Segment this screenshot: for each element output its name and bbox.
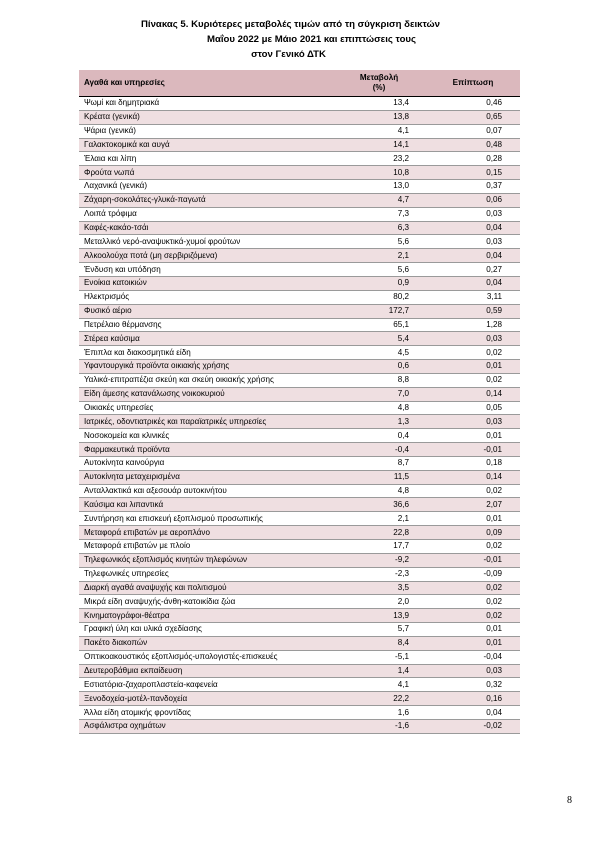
row-effect: 0,04 [426, 276, 520, 290]
row-category: Αυτοκίνητα καινούργια [79, 456, 332, 470]
row-effect: 0,14 [426, 470, 520, 484]
row-effect: -0,09 [426, 567, 520, 581]
row-category: Αλκοολούχα ποτά (μη σερβιριζόμενα) [79, 249, 332, 263]
row-change: 13,9 [332, 609, 426, 623]
page-number: 8 [567, 795, 572, 806]
row-category: Ξενοδοχεία-μοτέλ-πανδοχεία [79, 692, 332, 706]
row-effect: 0,37 [426, 180, 520, 194]
row-change: 4,7 [332, 193, 426, 207]
table-row [79, 152, 520, 166]
row-change: 5,7 [332, 623, 426, 637]
row-category: Στέρεα καύσιμα [79, 332, 332, 346]
row-category: Καύσιμα και λιπαντικά [79, 498, 332, 512]
table-row [79, 387, 520, 401]
row-change: 8,7 [332, 456, 426, 470]
row-effect: 0,02 [426, 484, 520, 498]
row-effect: 0,28 [426, 152, 520, 166]
table-row [79, 429, 520, 443]
row-effect: 0,15 [426, 166, 520, 180]
row-category: Νοσοκομεία και κλινικές [79, 429, 332, 443]
row-effect: 0,04 [426, 706, 520, 720]
title-line-3: στον Γενικό ΔΤΚ [251, 49, 326, 60]
row-category: Πακέτο διακοπών [79, 636, 332, 650]
row-effect: 0,16 [426, 692, 520, 706]
row-effect: 0,03 [426, 235, 520, 249]
header-change [332, 70, 426, 97]
row-category: Εστιατόρια-ζαχαροπλαστεία-καφενεία [79, 678, 332, 692]
row-effect: -0,04 [426, 650, 520, 664]
row-effect: 0,03 [426, 332, 520, 346]
row-category: Μεταφορά επιβατών με πλοίο [79, 540, 332, 554]
row-effect: -0,01 [426, 553, 520, 567]
row-change: 2,0 [332, 595, 426, 609]
row-effect: 0,05 [426, 401, 520, 415]
table-row [79, 207, 520, 221]
row-change: 4,5 [332, 346, 426, 360]
row-effect: 0,48 [426, 138, 520, 152]
row-category: Ηλεκτρισμός [79, 290, 332, 304]
row-category: Μεταλλικό νερό-αναψυκτικά-χυμοί φρούτων [79, 235, 332, 249]
table-row [79, 290, 520, 304]
row-category: Υφαντουργικά προϊόντα οικιακής χρήσης [79, 360, 332, 374]
row-effect: 3,11 [426, 290, 520, 304]
table-row [79, 456, 520, 470]
row-category: Τηλεφωνικές υπηρεσίες [79, 567, 332, 581]
table-row [79, 221, 520, 235]
row-change: 22,2 [332, 692, 426, 706]
row-category: Ψωμί και δημητριακά [79, 97, 332, 111]
table-row [79, 332, 520, 346]
row-effect: 0,02 [426, 346, 520, 360]
row-effect: 0,03 [426, 664, 520, 678]
row-change: 1,6 [332, 706, 426, 720]
row-effect: 0,27 [426, 263, 520, 277]
row-change: 1,3 [332, 415, 426, 429]
table-row [79, 636, 520, 650]
table-row [79, 498, 520, 512]
row-change: 5,4 [332, 332, 426, 346]
table-row [79, 692, 520, 706]
table-row [79, 138, 520, 152]
row-effect: 0,14 [426, 387, 520, 401]
row-category: Πετρέλαιο θέρμανσης [79, 318, 332, 332]
row-category: Κρέατα (γενικά) [79, 110, 332, 124]
table-row [79, 540, 520, 554]
header-change-label: Μεταβολή [359, 73, 399, 82]
row-category: Οπτικοακουστικός εξοπλισμός-υπολογιστές-επισκευές [79, 650, 332, 664]
row-change: 4,8 [332, 484, 426, 498]
row-category: Είδη άμεσης κατανάλωσης νοικοκυριού [79, 387, 332, 401]
title-line-2: Μαΐου 2022 με Μάιο 2021 και επιπτώσεις τους [206, 34, 417, 45]
row-category: Φαρμακευτικά προϊόντα [79, 443, 332, 457]
row-change: 10,8 [332, 166, 426, 180]
row-category: Αυτοκίνητα μεταχειρισμένα [79, 470, 332, 484]
row-change: 8,4 [332, 636, 426, 650]
row-effect: 0,02 [426, 373, 520, 387]
row-effect: 0,02 [426, 581, 520, 595]
row-effect: 0,65 [426, 110, 520, 124]
row-change: 7,0 [332, 387, 426, 401]
row-effect: 0,03 [426, 415, 520, 429]
price-changes-table [79, 70, 520, 734]
row-change: 2,1 [332, 249, 426, 263]
table-row [79, 166, 520, 180]
row-change: 0,6 [332, 360, 426, 374]
row-effect: 1,28 [426, 318, 520, 332]
table-body [79, 97, 520, 734]
row-category: Καφές-κακάο-τσάι [79, 221, 332, 235]
row-effect: 0,01 [426, 623, 520, 637]
row-change: 7,3 [332, 207, 426, 221]
row-category: Ιατρικές, οδοντιατρικές και παραϊατρικές υπηρεσίες [79, 415, 332, 429]
table-row [79, 318, 520, 332]
row-effect: 0,01 [426, 429, 520, 443]
table-row [79, 567, 520, 581]
row-effect: 0,01 [426, 360, 520, 374]
title-line-1: Πίνακας 5. Κυριότερες μεταβολές τιμών από τη σύγκριση δεικτών [141, 19, 440, 30]
header-row [79, 70, 520, 97]
row-effect: 0,06 [426, 193, 520, 207]
table-row [79, 415, 520, 429]
table-row [79, 276, 520, 290]
row-effect: 2,07 [426, 498, 520, 512]
row-category: Άλλα είδη ατομικής φροντίδας [79, 706, 332, 720]
table-row [79, 678, 520, 692]
table-row [79, 470, 520, 484]
row-change: 1,4 [332, 664, 426, 678]
row-effect: 0,18 [426, 456, 520, 470]
row-change: 0,4 [332, 429, 426, 443]
table-row [79, 664, 520, 678]
table-row [79, 110, 520, 124]
header-category: Αγαθά και υπηρεσίες [79, 70, 332, 97]
row-change: 5,6 [332, 263, 426, 277]
row-category: Λαχανικά (γενικά) [79, 180, 332, 194]
table-row [79, 263, 520, 277]
table-row [79, 484, 520, 498]
row-category: Φυσικό αέριο [79, 304, 332, 318]
row-category: Οικιακές υπηρεσίες [79, 401, 332, 415]
row-category: Έλαια και λίπη [79, 152, 332, 166]
row-effect: 0,01 [426, 512, 520, 526]
table-row [79, 581, 520, 595]
row-change: 4,1 [332, 124, 426, 138]
row-category: Φρούτα νωπά [79, 166, 332, 180]
row-change: 23,2 [332, 152, 426, 166]
table-row [79, 124, 520, 138]
row-effect: 0,02 [426, 609, 520, 623]
table-row [79, 512, 520, 526]
table-row [79, 609, 520, 623]
table-row [79, 97, 520, 111]
row-category: Ένδυση και υπόδηση [79, 263, 332, 277]
table-row [79, 249, 520, 263]
row-change: 4,8 [332, 401, 426, 415]
row-effect: 0,04 [426, 249, 520, 263]
row-change: 13,8 [332, 110, 426, 124]
table-row [79, 360, 520, 374]
row-change: 172,7 [332, 304, 426, 318]
row-change: 2,1 [332, 512, 426, 526]
row-change: 5,6 [332, 235, 426, 249]
row-change: 36,6 [332, 498, 426, 512]
row-change: 14,1 [332, 138, 426, 152]
row-change: 22,8 [332, 526, 426, 540]
row-change: -2,3 [332, 567, 426, 581]
table-header [79, 70, 520, 97]
row-effect: 0,07 [426, 124, 520, 138]
table-row [79, 595, 520, 609]
row-effect: 0,46 [426, 97, 520, 111]
row-change: 4,1 [332, 678, 426, 692]
row-effect: 0,59 [426, 304, 520, 318]
row-effect: 0,32 [426, 678, 520, 692]
row-change: 0,9 [332, 276, 426, 290]
row-category: Συντήρηση και επισκευή εξοπλισμού προσωπικής [79, 512, 332, 526]
row-change: 80,2 [332, 290, 426, 304]
row-category: Λοιπά τρόφιμα [79, 207, 332, 221]
row-category: Διαρκή αγαθά αναψυχής και πολιτισμού [79, 581, 332, 595]
row-change: -9,2 [332, 553, 426, 567]
row-effect: 0,04 [426, 221, 520, 235]
row-category: Ενοίκια κατοικιών [79, 276, 332, 290]
table-row [79, 373, 520, 387]
row-category: Ασφάλιστρα οχημάτων [79, 719, 332, 733]
row-category: Έπιπλα και διακοσμητικά είδη [79, 346, 332, 360]
row-change: -0,4 [332, 443, 426, 457]
row-category: Γαλακτοκομικά και αυγά [79, 138, 332, 152]
row-category: Γραφική ύλη και υλικά σχεδίασης [79, 623, 332, 637]
row-change: 13,0 [332, 180, 426, 194]
row-category: Ανταλλακτικά και αξεσουάρ αυτοκινήτου [79, 484, 332, 498]
row-change: -1,6 [332, 719, 426, 733]
table-row [79, 443, 520, 457]
row-category: Ζάχαρη-σοκολάτες-γλυκά-παγωτά [79, 193, 332, 207]
row-category: Υαλικά-επιτραπέζια σκεύη και σκεύη οικιακής χρήσης [79, 373, 332, 387]
table-row [79, 346, 520, 360]
row-effect: 0,03 [426, 207, 520, 221]
row-effect: -0,01 [426, 443, 520, 457]
table-row [79, 180, 520, 194]
table-row [79, 235, 520, 249]
row-effect: 0,02 [426, 595, 520, 609]
table-row [79, 401, 520, 415]
table-row [79, 553, 520, 567]
row-change: 13,4 [332, 97, 426, 111]
row-change: 65,1 [332, 318, 426, 332]
row-change: 3,5 [332, 581, 426, 595]
table-row [79, 719, 520, 733]
row-category: Ψάρια (γενικά) [79, 124, 332, 138]
row-category: Δευτεροβάθμια εκπαίδευση [79, 664, 332, 678]
row-effect: -0,02 [426, 719, 520, 733]
row-effect: 0,09 [426, 526, 520, 540]
table-title [0, 17, 595, 62]
table-row [79, 304, 520, 318]
table-row [79, 193, 520, 207]
row-change: 17,7 [332, 540, 426, 554]
row-change: -5,1 [332, 650, 426, 664]
row-change: 8,8 [332, 373, 426, 387]
table-row [79, 650, 520, 664]
row-category: Μεταφορά επιβατών με αεροπλάνο [79, 526, 332, 540]
header-change-unit: (%) [372, 83, 386, 92]
row-change: 6,3 [332, 221, 426, 235]
row-change: 11,5 [332, 470, 426, 484]
header-effect: Επίπτωση [426, 70, 520, 97]
table-row [79, 526, 520, 540]
table-row [79, 623, 520, 637]
table-row [79, 706, 520, 720]
row-category: Τηλεφωνικός εξοπλισμός κινητών τηλεφώνων [79, 553, 332, 567]
row-effect: 0,02 [426, 540, 520, 554]
row-category: Κινηματογράφοι-θέατρα [79, 609, 332, 623]
row-category: Μικρά είδη αναψυχής-άνθη-κατοικίδια ζώα [79, 595, 332, 609]
row-effect: 0,01 [426, 636, 520, 650]
